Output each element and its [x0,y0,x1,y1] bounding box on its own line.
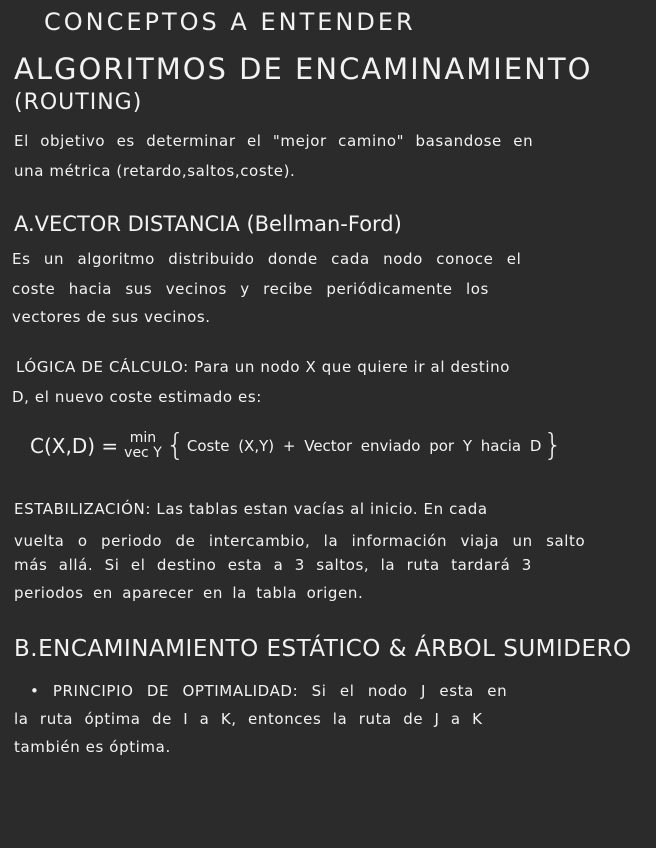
formula-open-brace: { [165,428,185,463]
formula-lhs: C(X,D) = [30,433,119,458]
section-a-desc-1: Es un algoritmo distribuido donde cada nodo conoce el [12,250,522,268]
formula-min-subscript: vec Y [124,444,162,461]
bellman-ford-formula [30,428,565,463]
intro-line-2: una métrica (retardo,saltos,coste). [14,162,296,180]
section-a-heading: A.VECTOR DISTANCIA (Bellman-Ford) [14,212,402,236]
logic-line-2: D, el nuevo coste estimado es: [12,388,262,406]
formula-body: Coste (X,Y) + Vector enviado por Y hacia D [186,436,542,455]
formula-close-brace: } [543,428,563,463]
section-a-desc-2: coste hacia sus vecinos y recibe periódicamente los [12,280,489,298]
optimality-line-2: la ruta óptima de I a K, entonces la ruta de J a K [14,710,483,728]
section-b-heading: B.ENCAMINAMIENTO ESTÁTICO & ÁRBOL SUMIDERO [14,636,632,662]
formula-min-operator [124,431,162,461]
stabilization-line-4: periodos en aparecer en la tabla origen. [14,584,364,602]
logic-line-1: LÓGICA DE CÁLCULO: Para un nodo X que quiere ir al destino [16,358,510,376]
main-heading: ALGORITMOS DE ENCAMINAMIENTO [14,52,593,86]
stabilization-line-3: más allá. Si el destino esta a 3 saltos, la ruta tardará 3 [14,556,532,574]
stabilization-line-1: ESTABILIZACIÓN: Las tablas estan vacías al inicio. En cada [14,500,488,518]
optimality-line-1: • PRINCIPIO DE OPTIMALIDAD: Si el nodo J esta en [30,682,508,700]
optimality-line-3: también es óptima. [14,738,171,756]
page-title: CONCEPTOS A ENTENDER [44,8,416,36]
formula-min: min [129,429,157,446]
stabilization-line-2: vuelta o periodo de intercambio, la información viaja un salto [14,532,586,550]
section-a-desc-3: vectores de sus vecinos. [12,308,211,326]
intro-line-1: El objetivo es determinar el "mejor camino" basandose en [14,132,534,150]
main-heading-subtitle: (ROUTING) [14,90,143,115]
